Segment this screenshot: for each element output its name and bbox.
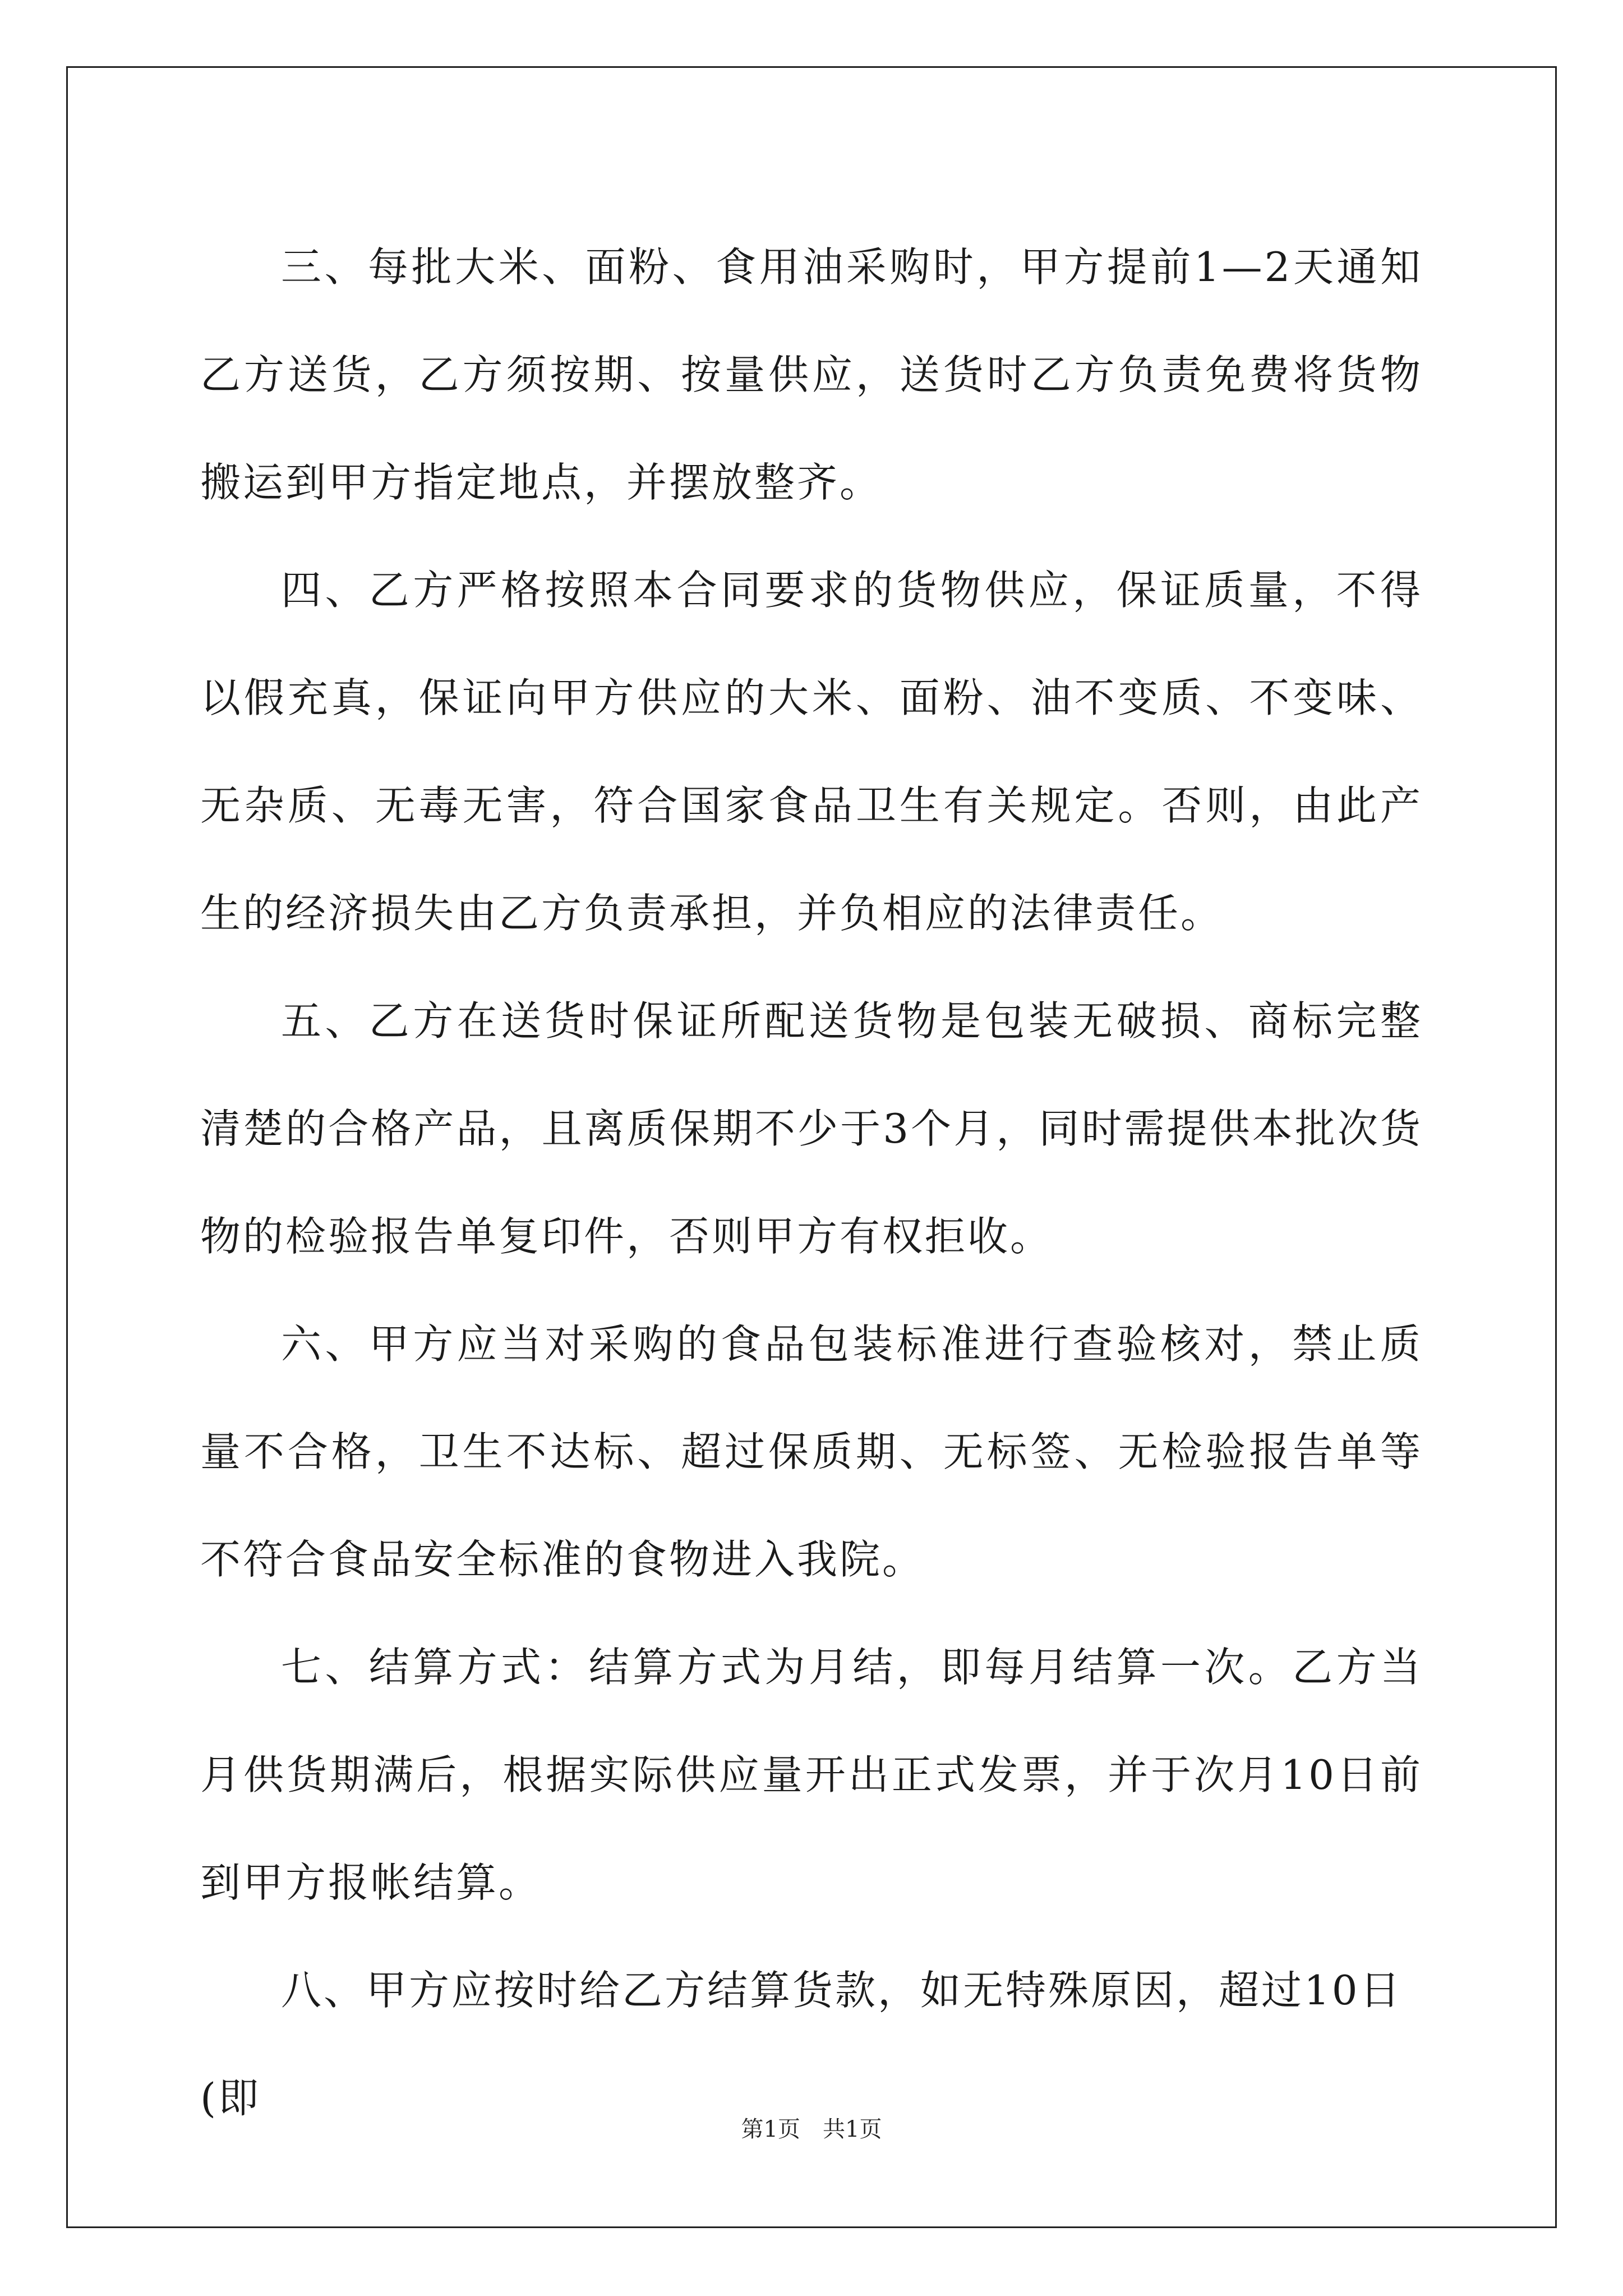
page-total: 共1页 xyxy=(823,2116,882,2142)
paragraph-clause-4: 四、乙方严格按照本合同要求的货物供应，保证质量，不得以假充真，保证向甲方供应的大米、面粉、油不变质、不变味、无杂质、无毒无害，符合国家食品卫生有关规定。否则，由此产生的经济损失由乙方负责承担，并负相应的法律责任。 xyxy=(200,567,1423,937)
document-body xyxy=(200,213,1423,2152)
paragraph-clause-6: 六、甲方应当对采购的食品包装标准进行查验核对，禁止质量不合格，卫生不达标、超过保质期、无标签、无检验报告单等不符合食品安全标准的食物进入我院。 xyxy=(200,1320,1423,1583)
page-number: 第1页 xyxy=(741,2116,800,2142)
paragraph-clause-7: 七、结算方式：结算方式为月结，即每月结算一次。乙方当月供货期满后，根据实际供应量开出正式发票，并于次月10日前到甲方报帐结算。 xyxy=(200,1644,1423,1906)
paragraph-clause-3: 三、每批大米、面粉、食用油采购时，甲方提前1—2天通知乙方送货，乙方须按期、按量供应，送货时乙方负责免费将货物搬运到甲方指定地点，并摆放整齐。 xyxy=(200,243,1423,506)
paragraph-clause-8: 八、甲方应按时给乙方结算货款，如无特殊原因，超过10日(即 xyxy=(200,1967,1403,2122)
page-footer xyxy=(0,2114,1623,2145)
paragraph-clause-5: 五、乙方在送货时保证所配送货物是包装无破损、商标完整清楚的合格产品，且离质保期不少于3个月，同时需提供本批次货物的检验报告单复印件，否则甲方有权拒收。 xyxy=(200,997,1423,1260)
